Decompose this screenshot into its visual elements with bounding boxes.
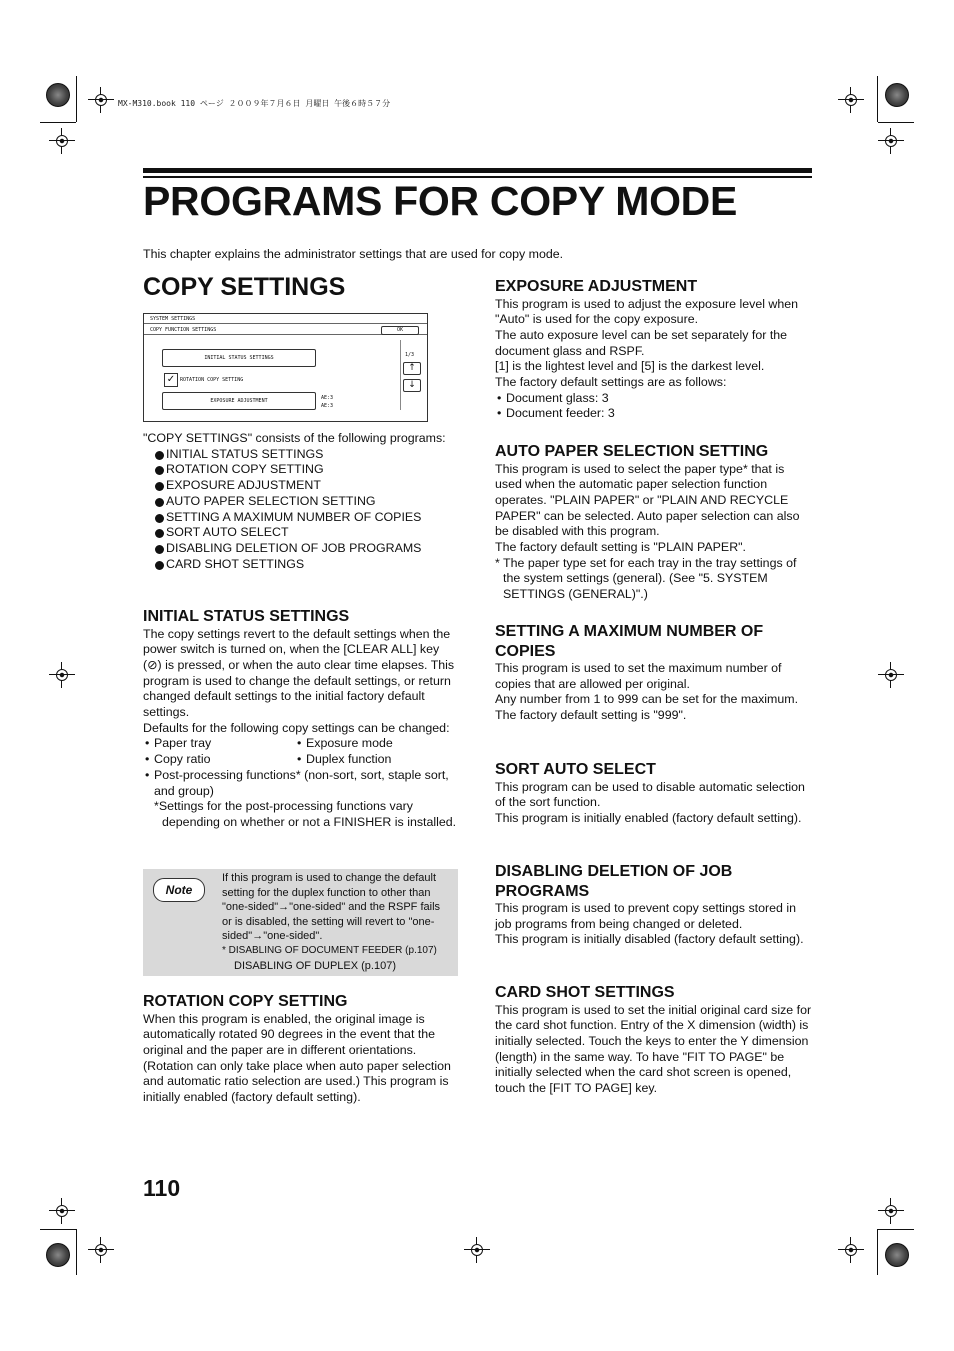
program-list-item: DISABLING DELETION OF JOB PROGRAMS [154,541,458,557]
sort-auto-section [495,760,813,827]
registration-mark [838,1237,864,1263]
card-shot-heading: CARD SHOT SETTINGS [495,984,675,1001]
registration-disc-top-right [885,83,909,107]
rotation-body: When this program is enabled, the original image is automatically rotated 90 degrees in the event that the original and the paper are in different orientations. (Rotation can only take place when auto paper selection and automatic ratio selection are used.) This program is initially enabled (factory default setting). [143,1011,451,1105]
crop-mark [40,122,76,123]
page-indicator: 1/3 [405,352,415,358]
chapter-intro: This chapter explains the administrator settings that are used for copy mode. [143,247,564,261]
registration-mark [49,1198,75,1224]
initial-status-section [143,607,458,831]
program-list-item: SETTING A MAXIMUM NUMBER OF COPIES [154,510,458,526]
rotation-checkbox[interactable]: ✓ [164,373,178,387]
disabling-deletion-heading: DISABLING DELETION OF JOB PROGRAMS [495,863,733,900]
exposure-text: The factory default settings are as follows: [495,375,727,390]
exposure-adjustment-button[interactable]: EXPOSURE ADJUSTMENT [162,392,316,410]
program-list-item: INITIAL STATUS SETTINGS [154,447,458,463]
copy-function-settings-screenshot [143,313,428,422]
rotation-copy-setting-label: ROTATION COPY SETTING [180,377,244,383]
finisher-footnote: *Settings for the post-processing functions vary depending on whether or not a FINISHER is installed. [154,799,457,829]
registration-mark [878,128,904,154]
registration-mark [49,662,75,688]
card-shot-text: This program is used to set the initial original card size for the card shot function. Entry of the X dimension (width) is initially selected. Touch the keys to enter the Y dimension (length) in the same way. To have "FIT TO PAGE" be initially selected when the card shot screen is opened, touch the [FIT TO PAGE] key. [495,1002,812,1096]
registration-disc-top-left [46,83,70,107]
screen-header-copy-function: COPY FUNCTION SETTINGS [150,327,217,333]
screen-divider [400,340,401,410]
ae-value-feeder: AE:3 [321,403,334,409]
registration-disc-bottom-right [885,1243,909,1267]
registration-mark [88,87,114,113]
note-box [143,869,458,976]
initial-status-heading: INITIAL STATUS SETTINGS [143,608,350,625]
crop-mark [878,1229,914,1230]
crop-mark [877,1229,878,1275]
auto-paper-section [495,442,813,603]
max-copies-text: The factory default setting is "999". [495,708,687,723]
crop-mark [76,1229,77,1275]
copy-settings-heading: COPY SETTINGS [143,273,346,301]
program-list-item: EXPOSURE ADJUSTMENT [154,478,458,494]
note-ref: * DISABLING OF DOCUMENT FEEDER (p.107) [222,944,437,956]
sort-auto-text: This program can be used to disable automatic selection of the sort function. [495,779,805,810]
default-item: • Copy ratio [143,752,295,768]
exposure-heading: EXPOSURE ADJUSTMENT [495,278,698,295]
program-list-item: AUTO PAPER SELECTION SETTING [154,494,458,510]
disabling-deletion-section [495,862,813,948]
initial-status-body: The copy settings revert to the default settings when the power switch is turned on, when the [CLEAR ALL] key (⊘) is pressed, or when the auto clear time elapses. This program is used to change the default settings, or return changed default settings to the initial factory default settings. [143,626,455,720]
exposure-default-item: • Document glass: 3 [495,391,813,407]
registration-mark [878,662,904,688]
scroll-up-button[interactable]: ↑ [403,362,421,375]
exposure-default-item: • Document feeder: 3 [495,406,813,422]
disabling-deletion-text: This program is initially disabled (factory default setting). [495,932,804,947]
print-header: MX-M310.book 110 ページ ２００９年７月６日 月曜日 午後６時５７分 [118,99,391,108]
exposure-text: [1] is the lightest level and [5] is the darkest level. [495,359,765,374]
registration-mark [838,87,864,113]
initial-status-settings-button[interactable]: INITIAL STATUS SETTINGS [162,349,316,367]
max-copies-heading: SETTING A MAXIMUM NUMBER OF COPIES [495,623,764,660]
registration-mark [49,128,75,154]
rotation-heading: ROTATION COPY SETTING [143,993,348,1010]
program-list-item: ROTATION COPY SETTING [154,462,458,478]
page-number: 110 [143,1175,181,1201]
auto-paper-heading: AUTO PAPER SELECTION SETTING [495,443,769,460]
default-item: • Post-processing functions* (non-sort, sort, staple sort, and group) [143,768,458,799]
programs-list-block [143,431,458,572]
exposure-section [495,277,813,422]
default-item: • Duplex function [295,752,393,768]
auto-paper-text: This program is used to select the paper type* that is used when the automatic paper selection function operates. "PLAIN PAPER" or "PLAIN AND RECYCLE PAPER" can be selected. Auto paper selection can also be disabled with this program. [495,461,800,539]
crop-mark [76,76,77,122]
screen-header-system: SYSTEM SETTINGS [150,316,196,322]
sort-auto-text: This program is initially enabled (factory default setting). [495,810,802,825]
title-rule [143,168,812,173]
ae-value-glass: AE:3 [321,395,334,401]
max-copies-text: This program is used to set the maximum number of copies that are allowed per original. [495,661,782,691]
disabling-deletion-text: This program is used to prevent copy settings stored in job programs from being changed or deleted. [495,901,796,931]
crop-mark [40,1229,76,1230]
max-copies-text: Any number from 1 to 999 can be set for the maximum. [495,692,799,707]
scroll-down-button[interactable]: ↓ [403,379,421,392]
note-text: If this program is used to change the default setting for the duplex function to other than "one-sided"→"one-sided" and the RSPF fails or is disabled, the setting will revert to "one-sided"→"one-sided". [222,872,441,943]
consists-text: "COPY SETTINGS" consists of the following programs: [143,431,446,445]
initial-status-defaults: Defaults for the following copy settings can be changed: [143,720,450,735]
note-badge: Note [153,878,205,902]
registration-mark [88,1237,114,1263]
auto-paper-text: The factory default setting is "PLAIN PAPER". [495,540,746,555]
registration-mark [878,1198,904,1224]
default-item: • Paper tray [143,736,295,752]
program-list-item: CARD SHOT SETTINGS [154,557,458,573]
default-item: • Exposure mode [295,736,393,752]
auto-paper-footnote: * The paper type set for each tray in the tray settings of the system settings (general). (See "5. SYSTEM SETTINGS (GENERAL)".) [495,555,797,602]
note-ref: DISABLING OF DUPLEX (p.107) [234,959,396,972]
exposure-text: The auto exposure level can be set separately for the document glass and RSPF. [495,327,788,358]
program-list-item: SORT AUTO SELECT [154,525,458,541]
crop-mark [878,122,914,123]
exposure-text: This program is used to adjust the exposure level when "Auto" is used for the copy exposure. [495,296,799,327]
page-title: PROGRAMS FOR COPY MODE [143,178,738,224]
registration-disc-bottom-left [46,1243,70,1267]
max-copies-section [495,622,813,724]
card-shot-section [495,983,813,1097]
crop-mark [877,76,878,122]
ok-button[interactable]: OK [381,326,419,335]
rotation-section [143,992,458,1106]
sort-auto-heading: SORT AUTO SELECT [495,761,656,778]
registration-mark [464,1237,490,1263]
